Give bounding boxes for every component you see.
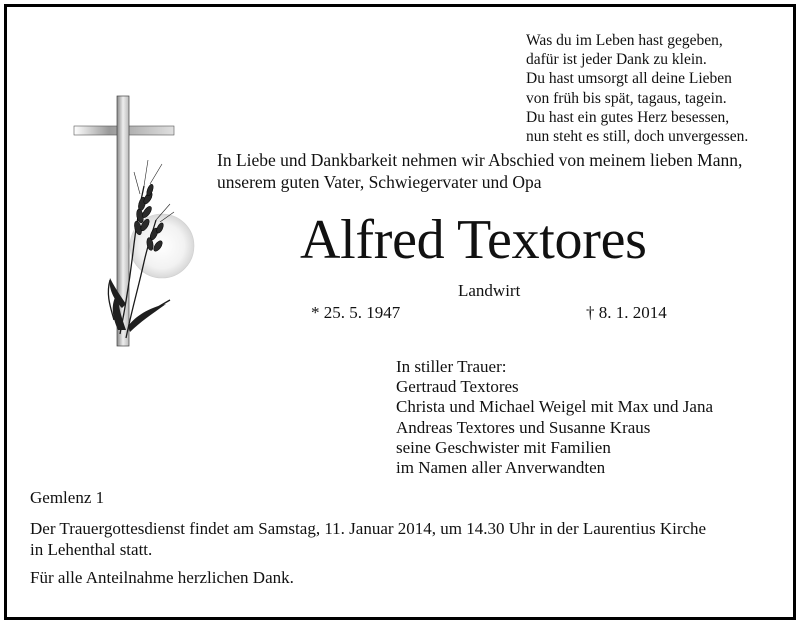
- deceased-name: Alfred Textores: [300, 209, 647, 271]
- birth-date: * 25. 5. 1947: [311, 303, 401, 322]
- mourner-line: In stiller Trauer:: [396, 357, 507, 376]
- mourner-line: im Namen aller Anverwandten: [396, 458, 606, 478]
- intro-line: In Liebe und Dankbarkeit nehmen wir Abschied von meinem lieben Mann,: [217, 150, 743, 170]
- service-line: in Lehenthal statt.: [30, 540, 153, 559]
- poem-line: von früh bis spät, tagaus, tagein.: [526, 89, 727, 107]
- memorial-poem: [526, 31, 748, 146]
- mourners-list: [396, 357, 713, 478]
- thanks-note: Für alle Anteilnahme herzlichen Dank.: [30, 568, 294, 587]
- intro-text: [217, 149, 742, 193]
- service-notice: [30, 518, 706, 560]
- intro-line: unserem guten Vater, Schwiegervater und Opa: [217, 172, 542, 192]
- deceased-occupation: Landwirt: [458, 281, 521, 300]
- address: Gemlenz 1: [30, 488, 105, 507]
- poem-line: Was du im Leben hast gegeben,: [526, 32, 723, 49]
- cross-with-wheat-icon: [70, 94, 200, 350]
- death-date: † 8. 1. 2014: [586, 303, 667, 322]
- poem-line: Du hast ein gutes Herz besessen,: [526, 108, 730, 126]
- poem-line: nun steht es still, doch unvergessen.: [526, 128, 749, 146]
- service-line: Der Trauergottesdienst findet am Samstag, 11. Januar 2014, um 14.30 Uhr in der Laurentius Kirche: [30, 519, 707, 538]
- mourner-line: seine Geschwister mit Familien: [396, 437, 611, 457]
- mourner-line: Andreas Textores und Susanne Kraus: [396, 417, 651, 437]
- poem-line: dafür ist jeder Dank zu klein.: [526, 51, 707, 69]
- mourner-line: Christa und Michael Weigel mit Max und Jana: [396, 397, 714, 417]
- mourner-line: Gertraud Textores: [396, 377, 519, 397]
- poem-line: Du hast umsorgt all deine Lieben: [526, 70, 732, 88]
